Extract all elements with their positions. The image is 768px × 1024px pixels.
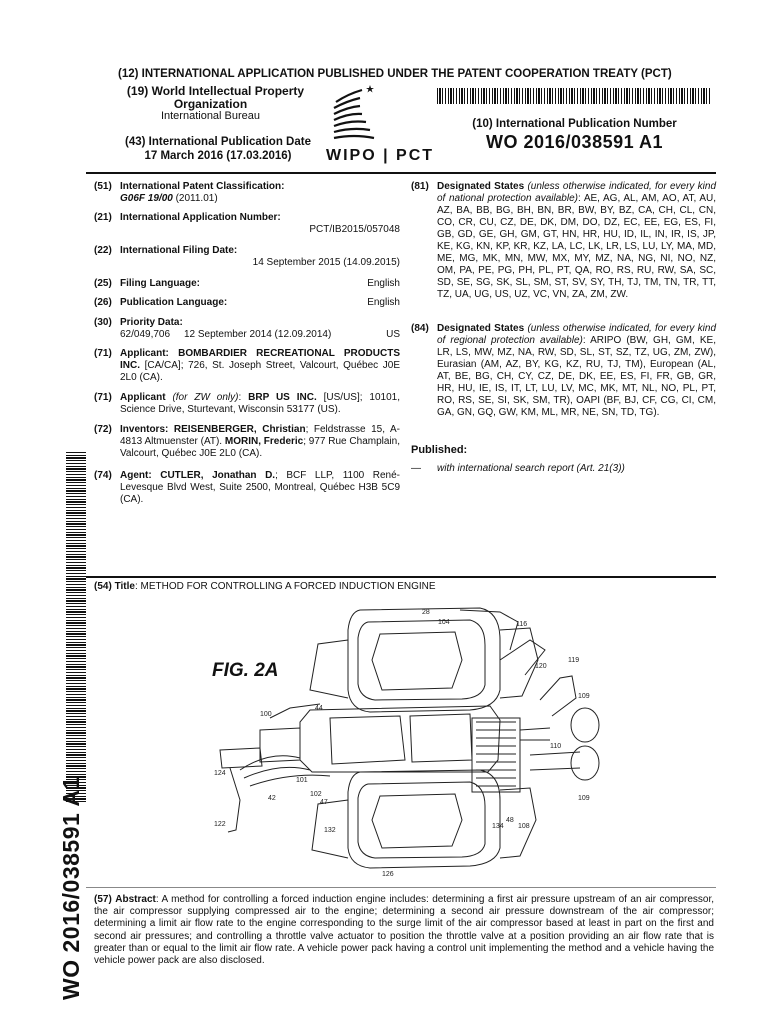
ref-label-126: 126	[382, 871, 394, 878]
field-qualifier: (unless otherwise indicated, for every kind of national protection available)	[437, 181, 717, 204]
ref-label-132: 132	[324, 827, 336, 834]
abstract-number: (57)	[94, 894, 112, 905]
ref-label-44: 44	[315, 705, 323, 712]
field-number: (84)	[411, 323, 429, 334]
field-qualifier: (unless otherwise indicated, for every kind of regional protection available)	[437, 323, 717, 346]
field-label: Designated States	[437, 323, 525, 334]
ref-label-124: 124	[214, 770, 226, 777]
title-value: METHOD FOR CONTROLLING A FORCED INDUCTION ENGINE	[140, 581, 436, 592]
priority-country: US	[386, 329, 400, 340]
pub-number-label: (10) International Publication Number	[472, 118, 677, 130]
engine-drawing	[200, 600, 620, 885]
abstract-text: A method for controlling a forced induction engine includes: determining a first air pressure upstream of an air compressor, the air compressor supplying compressed air to the engine; determining a second air pressure downstream of the air compressor; determining a limit air flow rate to the engine corresponding to the surge limit of the air compressor based at least in part on the first and second air pressures; and controlling a throttle valve actuator to position the throttle valve at a position providing an air flow rate that is greater than or equal to the limit air flow rate. A vehicle power pack having a control unit implementing the method and a vehicle having the vehicle power pack are also disclosed.	[94, 894, 715, 967]
title-number: (54)	[94, 581, 112, 592]
field-label: International Application Number:	[120, 212, 281, 223]
field-number: (25)	[94, 278, 112, 289]
field-number: (74)	[94, 470, 112, 481]
ref-label-101: 101	[296, 777, 308, 784]
bureau: International Bureau	[160, 110, 261, 122]
ref-label-119: 119	[568, 657, 580, 664]
ref-label-102: 102	[310, 791, 322, 798]
priority-data: 62/049,706 12 September 2014 (12.09.2014)	[120, 329, 332, 340]
ref-label-48: 48	[506, 817, 514, 824]
applicant-name: BOMBARDIER RECREATIONAL PRODUCTS INC.	[120, 348, 401, 371]
publication-language: English	[367, 297, 400, 308]
ref-label-110: 110	[550, 743, 562, 750]
ipc-class: G06F 19/00	[120, 193, 173, 204]
field-label: Inventors:	[120, 424, 169, 435]
inventor-address: ; 977 Rue Champlain, Valcourt, Québec J0E 2L0 (CA).	[120, 436, 400, 459]
abstract-rule	[86, 887, 716, 888]
agent-name: CUTLER, Jonathan D.	[160, 470, 276, 481]
wipo-emblem-icon	[330, 84, 378, 144]
vertical-publication-number: WO 2016/038591 A1	[58, 776, 84, 1000]
field-number: (72)	[94, 424, 112, 435]
ipc-version: (2011.01)	[175, 193, 218, 204]
title-rule	[86, 576, 716, 578]
field-label: Applicant	[120, 392, 166, 403]
field-number: (81)	[411, 181, 429, 192]
header-rule	[86, 172, 716, 174]
field-label: Priority Data:	[120, 317, 183, 328]
ref-label-47: 47	[320, 799, 328, 806]
field-number: (51)	[94, 181, 112, 192]
ref-label-134: 134	[492, 823, 504, 830]
pub-number-value: WO 2016/038591 A1	[486, 132, 663, 152]
agent-address: ; BCF LLP, 1100 René-Levesque Blvd West, Suite 2500, Montreal, Québec H3B 5C9 (CA).	[120, 470, 401, 505]
ref-label-28: 28	[422, 609, 430, 616]
field-label: Agent:	[120, 470, 152, 481]
filing-date: 14 September 2015 (14.09.2015)	[252, 257, 400, 268]
field-label: Publication Language:	[120, 297, 228, 308]
title-line: (54) Title: METHOD FOR CONTROLLING A FORCED INDUCTION ENGINE	[94, 581, 436, 592]
field-label: Filing Language:	[120, 278, 200, 289]
published-item: with international search report (Art. 21(3))	[437, 463, 625, 474]
ref-label-104: 104	[438, 619, 450, 626]
ref-label-42: 42	[268, 795, 276, 802]
ref-label-109a: 109	[578, 693, 590, 700]
field-number: (71)	[94, 392, 112, 403]
applicant-qualifier: (for ZW only)	[172, 392, 239, 403]
ref-label-108: 108	[518, 823, 530, 830]
applicant-address: [CA/CA]; 726, St. Joseph Street, Valcourt, Québec J0E 2L0 (CA).	[120, 360, 400, 383]
regional-states: ARIPO (BW, GH, GM, KE, LR, LS, MW, MZ, NA, RW, SD, SL, ST, SZ, TZ, UG, ZM, ZW), Eurasian (AM, AZ, BY, KG, KZ, RU, TJ, TM), European (AL, AT, BE, BG, CH, CY, CZ, DE, DK, EE, ES, FI, FR, GB, GR, HR, HU, IE, IS, IT, LT, LU, LV, MC, MK, MT, NL, NO, PL, PT, RO, RS, SE, SI, SK, SM, TR), OAPI (BF, BJ, CF, CG, CI, CM, GA, GN, GQ, GW, KM, ML, MR, NE, SN, TD, TG).	[437, 335, 716, 418]
org-line2: Organization	[173, 97, 248, 111]
national-states: AE, AG, AL, AM, AO, AT, AU, AZ, BA, BB, BG, BH, BN, BR, BW, BY, BZ, CA, CH, CL, CN, CO, CR, CU, CZ, DE, DK, DM, DO, DZ, EC, EE, EG, ES, FI, GB, GD, GE, GH, GM, GT, HN, HR, HU, ID, IL, IN, IR, IS, JP, KE, KG, KN, KP, KR, KZ, LA, LC, LK, LR, LS, LU, LY, MA, MD, ME, MG, MK, MN, MW, MX, MY, MZ, NA, NG, NI, NO, NZ, OM, PA, PE, PG, PH, PL, PT, QA, RO, RS, RU, RW, SA, SC, SD, SE, SG, SK, SL, SM, ST, SV, SY, TH, TJ, TM, TN, TR, TT, TZ, UA, UG, US, UZ, VC, VN, ZA, ZM, ZW.	[437, 193, 716, 300]
abstract: (57) Abstract: A method for controlling a forced induction engine includes: determining a first air pressure upstream of an air compressor, the air compressor supplying compressed air to the engine; determining a second air pressure downstream of the air compressor; determining a limit air flow rate to the engine corresponding to the surge limit of the air compressor based at least in part on the first and second air pressures; and controlling a throttle valve actuator to position the throttle valve at a position providing an air flow rate that is greater than or equal to the limit air flow rate. A vehicle power pack having a control unit implementing the method and a vehicle having the vehicle power pack are also disclosed.	[94, 894, 715, 967]
abstract-label: Abstract	[115, 894, 156, 905]
field-number: (21)	[94, 212, 112, 223]
wipo-logo-text: WIPO | PCT	[326, 147, 435, 164]
filing-language: English	[367, 278, 400, 289]
field-label: Applicant:	[120, 348, 169, 359]
figure-caption: FIG. 2A	[212, 660, 279, 681]
title-label: Title	[114, 581, 135, 592]
inventor-name: MORIN, Frederic	[224, 436, 304, 447]
org-line1: (19) World Intellectual Property	[126, 84, 305, 98]
field-number: (26)	[94, 297, 112, 308]
published-label: Published:	[411, 444, 468, 456]
field-label: International Patent Classification:	[120, 181, 285, 192]
pub-date-label: (43) International Publication Date	[125, 136, 311, 148]
applicant-address: [US/US]; 10101, Science Drive, Sturtevant, Wisconsin 53177 (US).	[120, 392, 400, 415]
ref-label-116: 116	[516, 621, 528, 628]
field-number: (30)	[94, 317, 112, 328]
ref-label-120: 120	[535, 663, 547, 670]
applicant-name: BRP US INC.	[248, 392, 317, 403]
inventor-name: REISENBERGER, Christian	[173, 424, 306, 435]
ref-label-122: 122	[214, 821, 226, 828]
treaty-line: (12) INTERNATIONAL APPLICATION PUBLISHED UNDER THE PATENT COOPERATION TREATY (PCT)	[118, 68, 672, 80]
barcode	[437, 88, 712, 104]
vertical-barcode	[66, 452, 86, 802]
published-dash: —	[411, 463, 421, 474]
field-number: (71)	[94, 348, 112, 359]
application-number: PCT/IB2015/057048	[309, 224, 400, 235]
ref-label-100: 100	[260, 711, 272, 718]
ref-label-109b: 109	[578, 795, 590, 802]
inventor-address: ; Feldstrasse 15, A-4813 Altmuenster (AT).	[120, 424, 400, 447]
pub-date-value: 17 March 2016 (17.03.2016)	[144, 150, 292, 162]
field-label: International Filing Date:	[120, 245, 238, 256]
field-label: Designated States	[437, 181, 525, 192]
field-number: (22)	[94, 245, 112, 256]
